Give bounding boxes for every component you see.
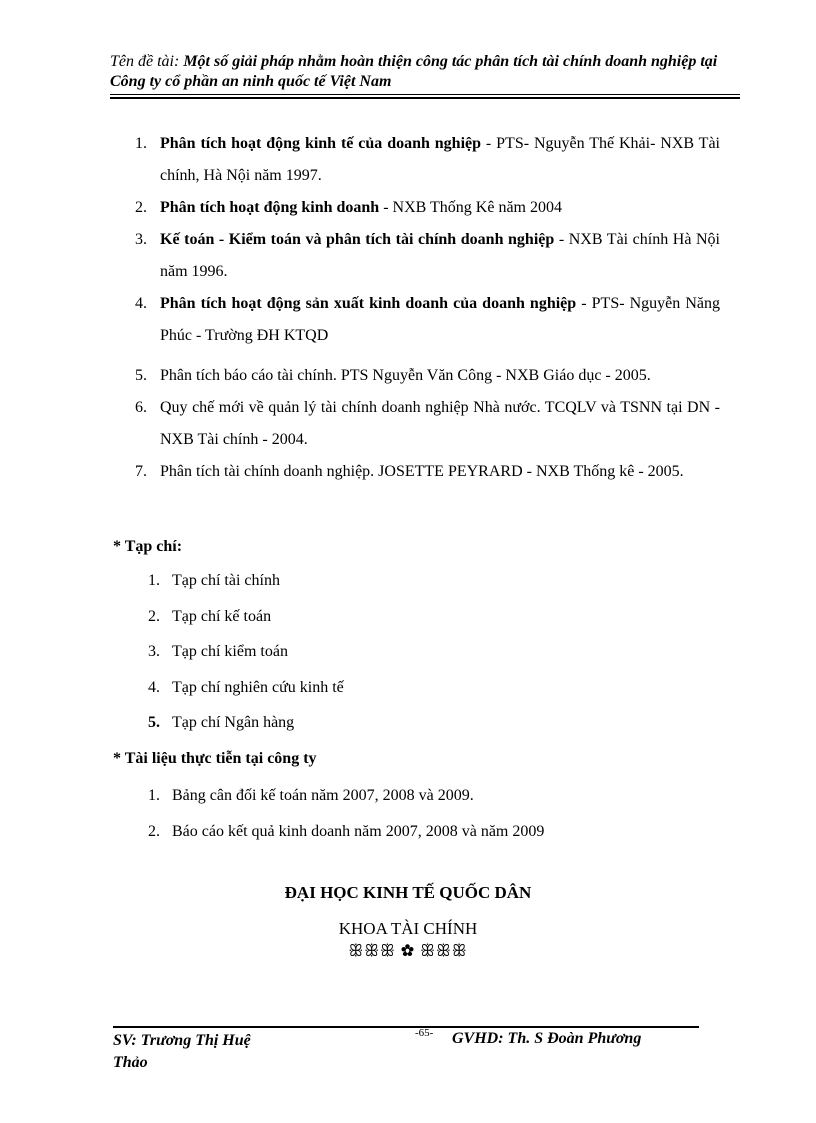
header-title: Một số giải pháp nhằm hoàn thiện công tác phân tích tài chính doanh nghiệp tại Công ty cổ phần an ninh quốc tế Việt Nam: [110, 53, 718, 90]
page-number: -65-: [415, 1027, 434, 1039]
journal-item: [148, 641, 344, 677]
journal-list: [148, 570, 344, 748]
item-number: 2.: [148, 822, 160, 840]
journal-item: [148, 570, 344, 606]
reference-details: Quy chế mới về quản lý tài chính doanh nghiệp Nhà nước. TCQLV và TSNN tại DN - NXB Tài chính - 2004.: [160, 399, 720, 448]
item-number: 1.: [148, 787, 160, 804]
reference-item: [135, 192, 720, 224]
header-divider: [110, 94, 740, 95]
reference-title: Kế toán - Kiểm toán và phân tích tài chính doanh nghiệp: [160, 231, 555, 248]
item-number: 2.: [148, 607, 160, 625]
reference-number: 5.: [135, 367, 147, 384]
company-doc-item: [148, 785, 544, 821]
item-number: 4.: [148, 678, 160, 696]
reference-title: Phân tích hoạt động kinh tế của doanh nghiệp: [160, 135, 482, 152]
reference-number: 1.: [135, 135, 147, 152]
reference-item: [135, 224, 720, 288]
document-header: [110, 52, 740, 92]
reference-item: [135, 288, 720, 352]
journal-item: [148, 712, 344, 748]
reference-details: - NXB Tài chính Hà Nội năm 1996.: [160, 231, 721, 280]
item-number: 3.: [148, 643, 160, 660]
reference-number: 6.: [135, 399, 147, 416]
reference-item: [135, 456, 720, 488]
company-docs-heading: * Tài liệu thực tiễn tại công ty: [113, 750, 317, 767]
reference-title: Phân tích hoạt động kinh doanh: [160, 199, 380, 216]
reference-item: [135, 128, 720, 192]
journal-item: [148, 606, 344, 642]
reference-number: 2.: [135, 199, 147, 216]
reference-details: - NXB Thống Kê năm 2004: [379, 199, 562, 216]
footer-divider: [113, 1026, 699, 1028]
header-divider-thick: [110, 97, 740, 99]
reference-item: [135, 392, 720, 456]
reference-details: - PTS- Nguyễn Thế Khải- NXB Tài chính, Hà Nội năm 1997.: [160, 135, 720, 184]
company-docs-list: [148, 785, 544, 856]
item-text: Báo cáo kết quả kinh doanh năm 2007, 2008 và năm 2009: [172, 822, 545, 840]
faculty-name: KHOA TÀI CHÍNH: [338, 919, 478, 938]
journals-heading: * Tạp chí:: [113, 538, 183, 555]
advisor-name: GVHD: Th. S Đoàn Phương: [452, 1030, 642, 1047]
university-name: ĐẠI HỌC KINH TẾ QUỐC DÂN: [284, 883, 532, 902]
reference-number: 7.: [135, 463, 147, 480]
reference-item: [135, 360, 720, 392]
student-name: SV: Trương Thị Huệ Thảo: [113, 1032, 251, 1071]
reference-title: Phân tích hoạt động sản xuất kinh doanh của doanh nghiệp: [160, 295, 577, 312]
item-text: Tạp chí nghiên cứu kinh tế: [172, 678, 344, 696]
item-text: Tạp chí tài chính: [172, 572, 280, 589]
reference-number: 3.: [135, 231, 147, 248]
item-text: Tạp chí Ngân hàng: [172, 714, 295, 731]
item-number: 5.: [148, 714, 160, 731]
company-doc-item: [148, 821, 544, 857]
journal-item: [148, 677, 344, 713]
reference-details: Phân tích tài chính doanh nghiệp. JOSETTE PEYRARD - NXB Thống kê - 2005.: [160, 463, 684, 480]
reference-details: Phân tích báo cáo tài chính. PTS Nguyễn Văn Công - NXB Giáo dục - 2005.: [160, 367, 651, 384]
item-text: Bảng cân đối kế toán năm 2007, 2008 và 2009.: [172, 787, 474, 804]
reference-details: - PTS- Nguyễn Năng Phúc - Trường ĐH KTQD: [160, 295, 720, 344]
item-number: 1.: [148, 572, 160, 589]
ornament-divider: ꕥꕥꕥ ✿ ꕥꕥꕥ: [348, 943, 468, 960]
item-text: Tạp chí kiểm toán: [172, 643, 288, 660]
item-text: Tạp chí kế toán: [172, 607, 272, 625]
reference-number: 4.: [135, 295, 147, 312]
reference-list: [135, 128, 720, 488]
header-label: Tên đề tài:: [110, 53, 184, 70]
